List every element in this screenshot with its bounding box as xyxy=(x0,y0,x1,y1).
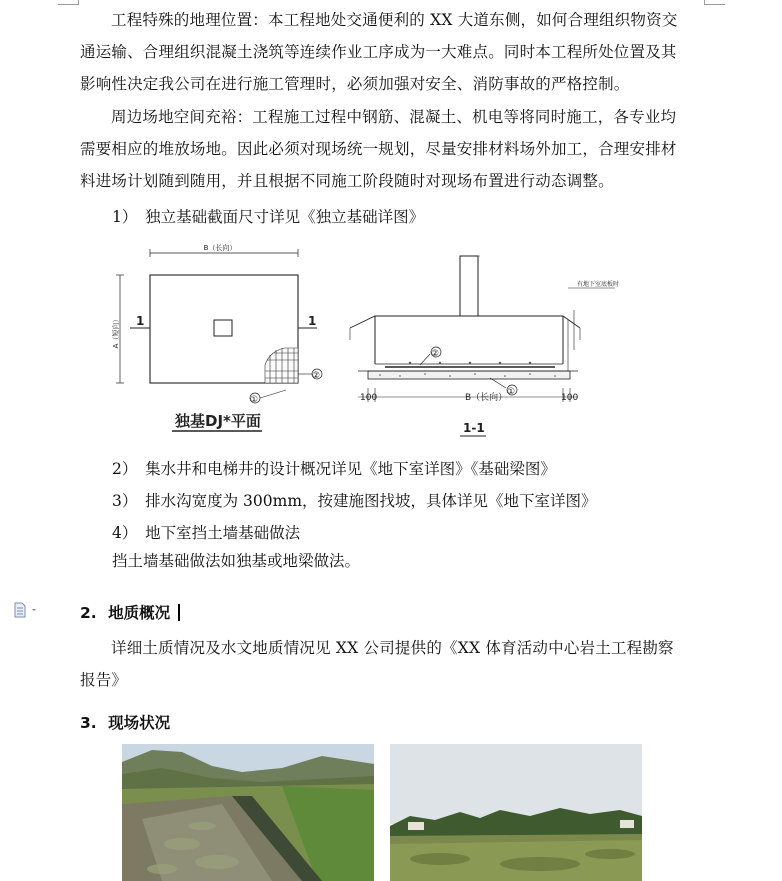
list-item: 3） 排水沟宽度为 300mm，按建施图找坡，具体详见《地下室详图》 xyxy=(112,492,597,510)
list-item: 2） 集水井和电梯井的设计概况详见《地下室详图》《基础梁图》 xyxy=(112,460,556,478)
text-cursor xyxy=(178,604,180,621)
paragraph-geology xyxy=(80,632,700,696)
plan-view xyxy=(116,249,322,403)
text-line: 影响性决定我公司在进行施工管理时，必须加强对安全、消防事故的严格控制。 xyxy=(80,75,630,93)
list-item: 4） 地下室挡土墙基础做法 xyxy=(112,524,301,542)
page-corner-mark-right xyxy=(704,0,725,5)
text-line: 通运输、合理组织混凝土浇筑等连续作业工序成为一大难点。同时本工程所处位置及其 xyxy=(80,43,677,61)
plan-side-dimension-label: A（短向） xyxy=(112,315,120,349)
text-line: 详细土质情况及水文地质情况见 XX 公司提供的《XX 体育活动中心岩土工程勘察 xyxy=(111,639,674,657)
section-dimension-right: 100 xyxy=(561,393,579,403)
section-callout-2: ② xyxy=(431,349,440,359)
plan-section-mark-right: 1 xyxy=(308,314,317,328)
document-icon[interactable] xyxy=(13,601,41,619)
page-corner-mark-left xyxy=(58,0,79,5)
section-dimension-left: 100 xyxy=(360,393,378,403)
paragraph-site-space xyxy=(80,101,700,197)
section-number: 3. xyxy=(80,714,97,732)
section-title: 地质概况 xyxy=(108,604,171,622)
section-title: 1-1 xyxy=(463,421,485,435)
plan-callout-1: ① xyxy=(250,395,259,405)
text-line: 报告》 xyxy=(80,671,128,689)
text-line: 需要相应的堆放场地。因此必须对现场统一规划，尽量安排材料场外加工，合理安排材 xyxy=(80,140,677,158)
plan-section-mark-left: 1 xyxy=(136,314,145,328)
section-number: 2. xyxy=(80,604,97,622)
site-photo-field xyxy=(390,744,642,881)
plan-top-dimension-label: B（长向） xyxy=(203,244,237,252)
section-callout-1: ① xyxy=(507,387,516,397)
section-view xyxy=(350,256,615,402)
section-dimension-mid: B（长向） xyxy=(465,393,508,403)
list-item: 1） 独立基础截面尺寸详见《独立基础详图》 xyxy=(112,208,425,226)
plan-callout-2: ② xyxy=(312,371,321,381)
section-title: 现场状况 xyxy=(108,714,171,732)
paragraph-location xyxy=(80,4,700,100)
plan-title: 独基DJ*平面 xyxy=(175,412,261,430)
site-photo-river xyxy=(122,744,374,881)
foundation-drawing xyxy=(110,240,630,440)
list-note: 挡土墙基础做法如独基或地梁做法。 xyxy=(112,552,361,570)
text-line: 周边场地空间充裕：工程施工过程中钢筋、混凝土、机电等将同时施工，各专业均 xyxy=(111,108,677,126)
section-note: 有地下室底板时 xyxy=(577,281,620,288)
text-line: 工程特殊的地理位置：本工程地处交通便利的 XX 大道东侧，如何合理组织物资交 xyxy=(111,11,678,29)
text-line: 料进场计划随到随用，并且根据不同施工阶段随时对现场布置进行动态调整。 xyxy=(80,172,614,190)
section-heading-site xyxy=(80,711,170,733)
section-heading-geology xyxy=(80,601,180,623)
